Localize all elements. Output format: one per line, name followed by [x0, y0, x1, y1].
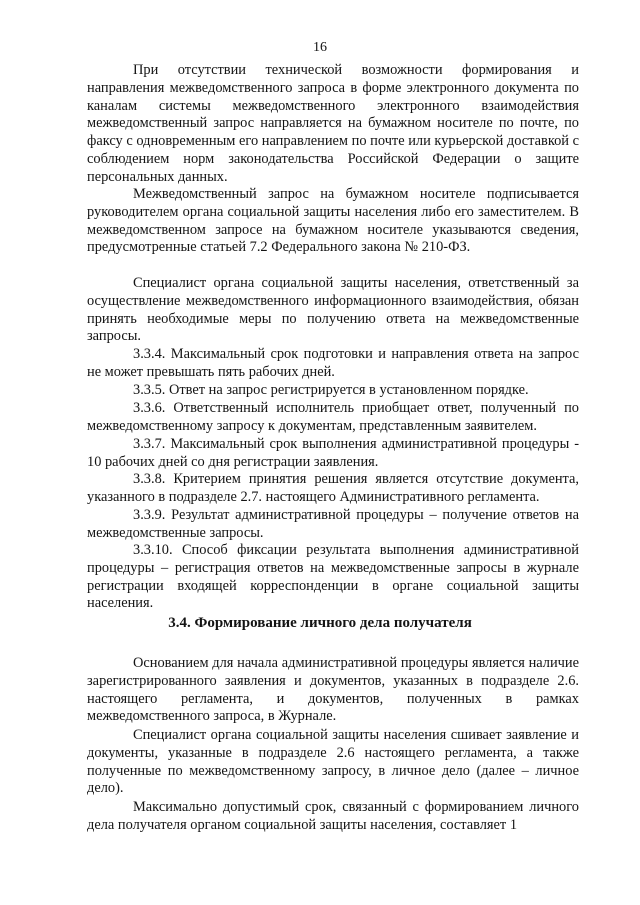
paragraph-basis: Основанием для начала административной процедуры является наличие зарегистрированного заявления и документов, указанных в подразделе 2.6. настоящего регламента, и документов, полученных в рамках межведомственного запроса, в Журнале.	[87, 655, 579, 725]
paragraph-3-3-10: 3.3.10. Способ фиксации результата выполнения административной процедуры – регистрация ответов на межведомственные запросы в журнале регистрации входящей корреспонденции в органе социальной защиты населения.	[87, 542, 579, 612]
paragraph-3-3-4: 3.3.4. Максимальный срок подготовки и направления ответа на запрос не может превышать пять рабочих дней.	[87, 346, 579, 380]
paragraph-1: При отсутствии технической возможности формирования и направления межведомственного запроса в форме электронного документа по каналам системы межведомственного электронного взаимодействия межведомственный запрос направляется на бумажном носителе по почте, по факсу с одновременным его направлением по почте или курьерской доставкой с соблюдением норм законодательства Российской Федерации о защите персональных данных.	[87, 62, 579, 185]
paragraph-3-3-6: 3.3.6. Ответственный исполнитель приобщает ответ, полученный по межведомственному запросу к документам, представленным заявителем.	[87, 400, 579, 434]
paragraph-3-3-5: 3.3.5. Ответ на запрос регистрируется в установленном порядке.	[133, 382, 529, 398]
page-number: 16	[313, 40, 327, 55]
paragraph-3-3-7: 3.3.7. Максимальный срок выполнения административной процедуры - 10 рабочих дней со дня регистрации заявления.	[87, 436, 579, 470]
paragraph-specialist: Специалист органа социальной защиты населения сшивает заявление и документы, указанные в подразделе 2.6 настоящего регламента, а также полученные по межведомственному запросу, в личное дело (далее – личное дело).	[87, 727, 579, 797]
section-heading: 3.4. Формирование личного дела получателя	[168, 615, 472, 631]
paragraph-max-term: Максимально допустимый срок, связанный с формированием личного дела получателя органом социальной защиты населения, составляет 1	[87, 799, 579, 833]
paragraph-3: Специалист органа социальной защиты населения, ответственный за осуществление межведомственного информационного взаимодействия, обязан принять необходимые меры по получению ответа на межведомственные запросы.	[87, 275, 579, 345]
paragraph-2: Межведомственный запрос на бумажном носителе подписывается руководителем органа социальной защиты населения либо его заместителем. В межведомственном запросе на бумажном носителе указываются сведения, предусмотренные статьей 7.2 Федерального закона № 210-ФЗ.	[87, 186, 579, 256]
paragraph-3-3-9: 3.3.9. Результат административной процедуры – получение ответов на межведомственные запросы.	[87, 507, 579, 541]
paragraph-3-3-8: 3.3.8. Критерием принятия решения является отсутствие документа, указанного в подразделе 2.7. настоящего Административного регламента.	[87, 471, 579, 505]
